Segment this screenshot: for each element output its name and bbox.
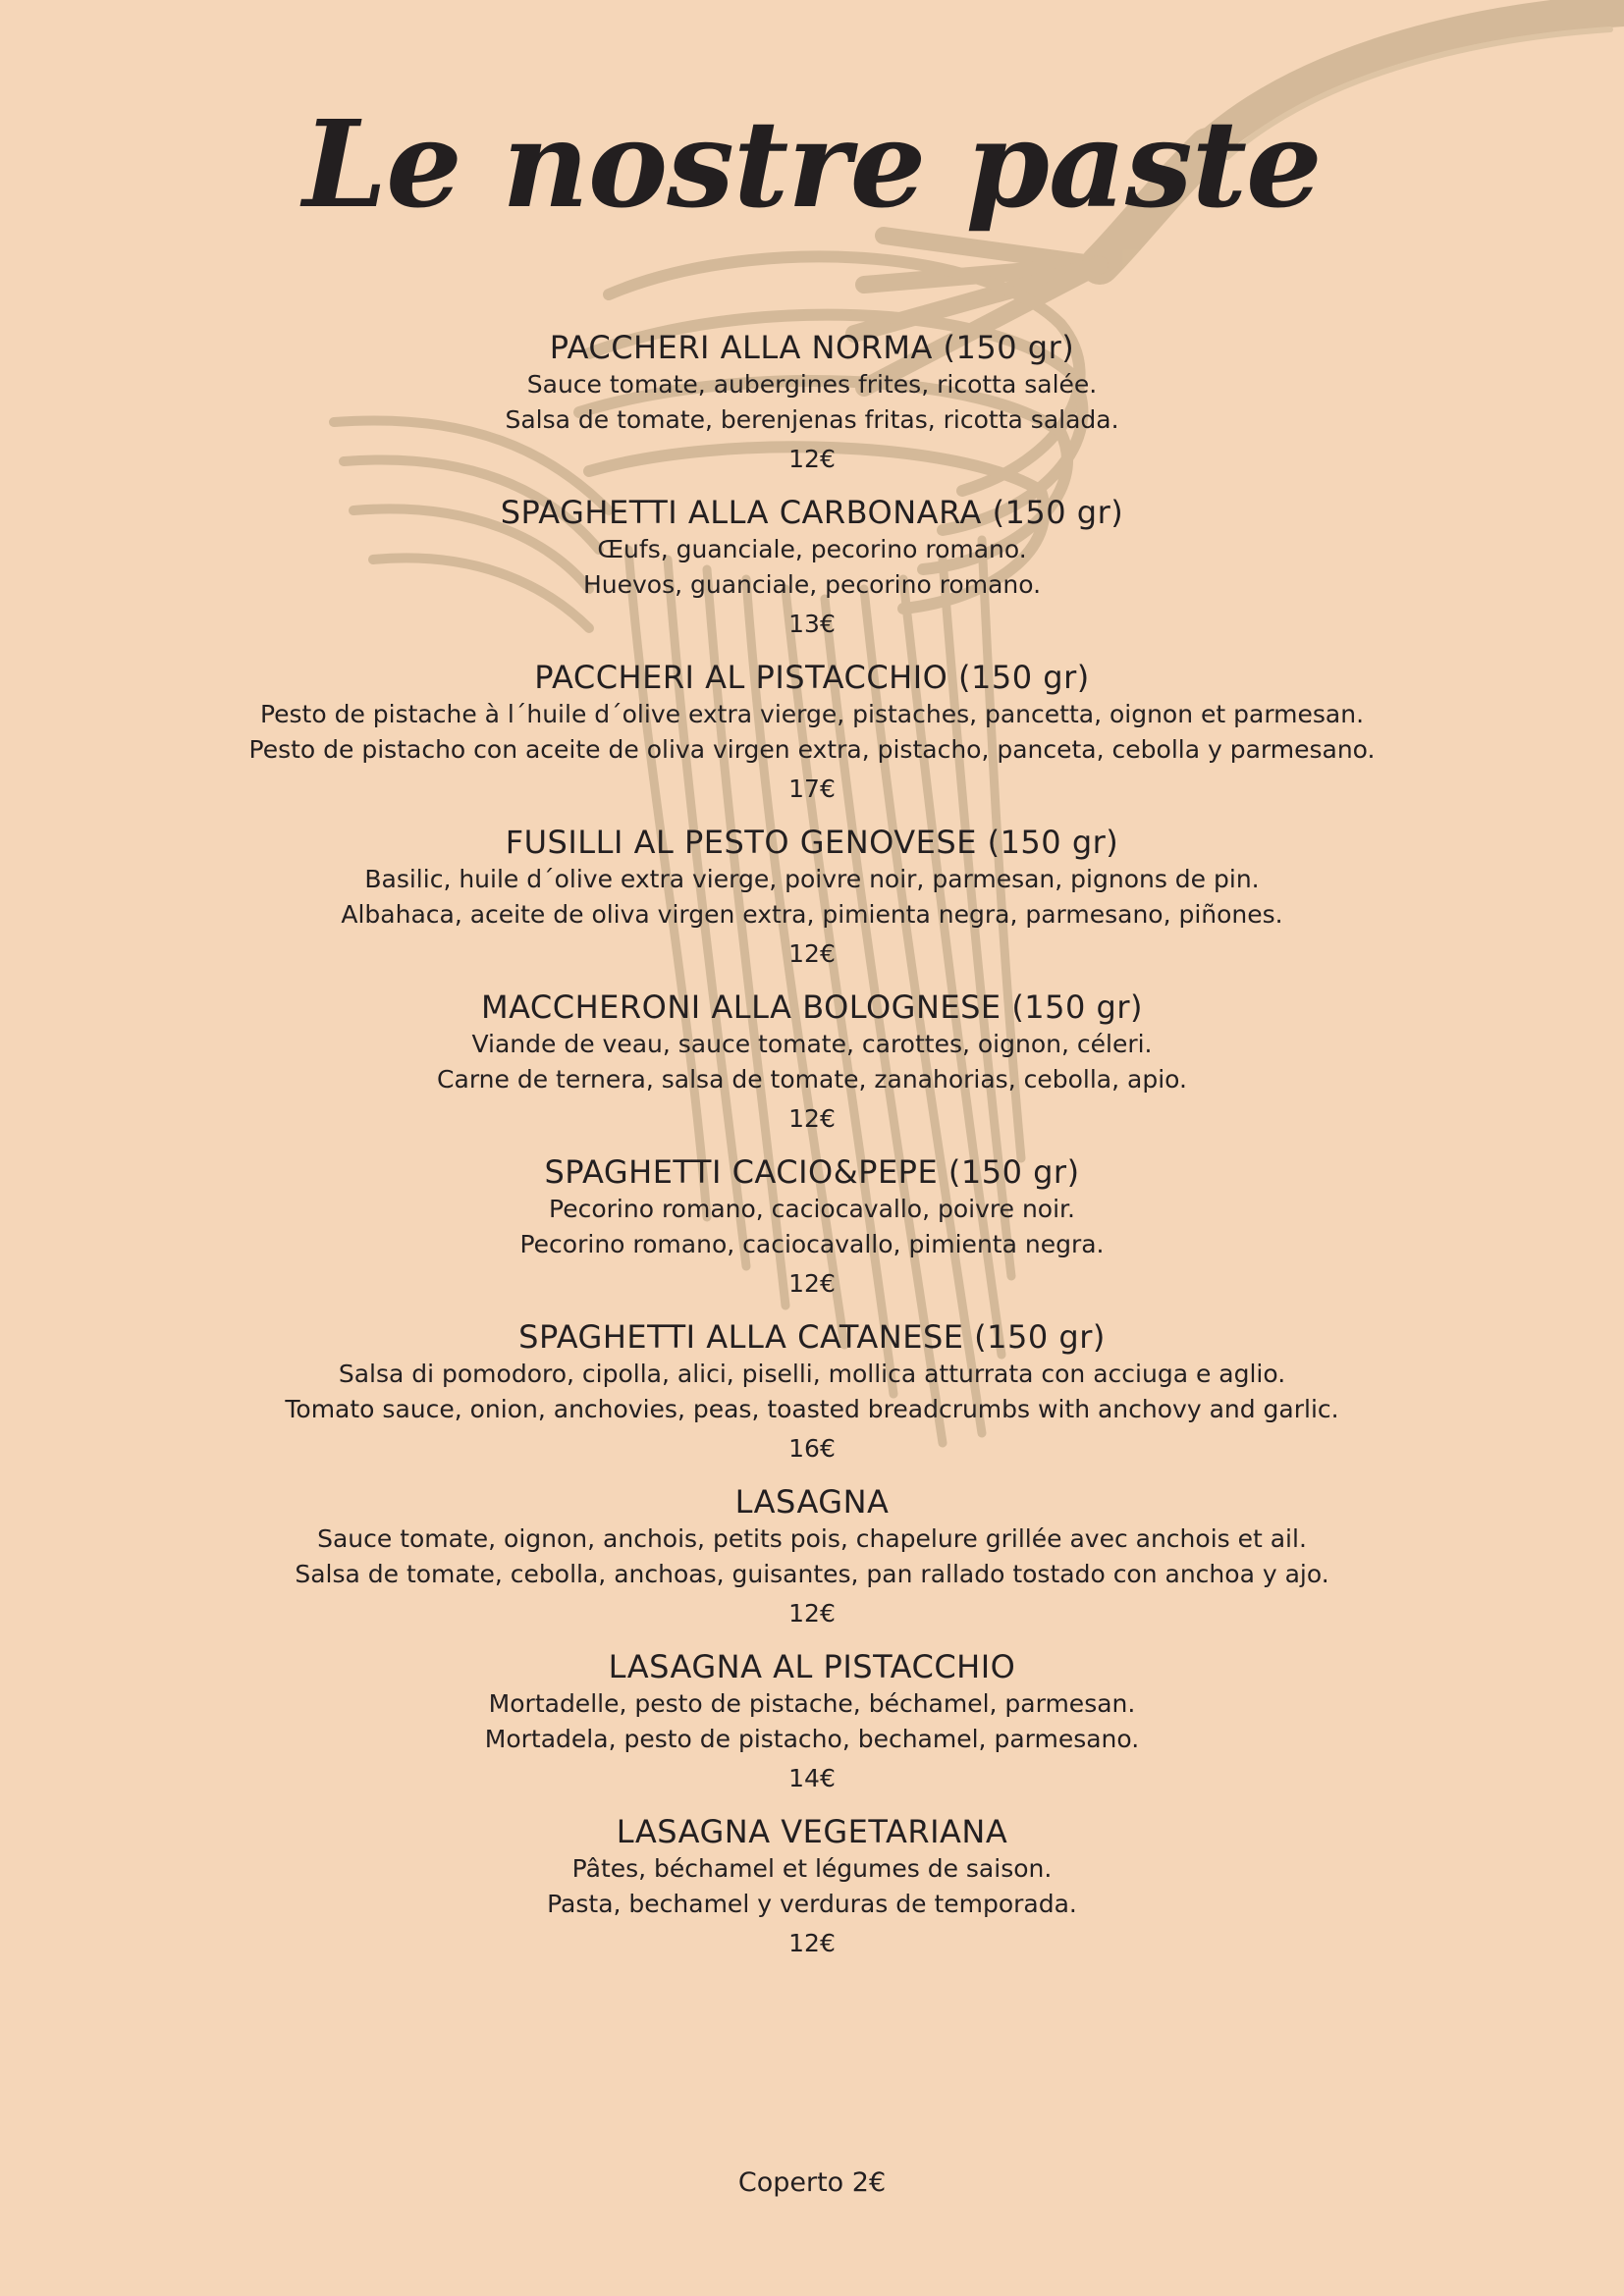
dish-name: PACCHERI ALLA NORMA (150 gr) [549, 329, 1075, 366]
menu-item [0, 658, 1624, 809]
dish-description-es: Albahaca, aceite de oliva virgen extra, pimienta negra, parmesano, piñones. [341, 900, 1283, 929]
dish-name: LASAGNA VEGETARIANA [616, 1813, 1008, 1850]
dish-price: 12€ [788, 1269, 836, 1298]
dish-description-fr: Œufs, guanciale, pecorino romano. [597, 535, 1027, 563]
dish-name: SPAGHETTI CACIO&PEPE (150 gr) [544, 1153, 1080, 1191]
dish-name: FUSILLI AL PESTO GENOVESE (150 gr) [505, 824, 1119, 861]
dish-description-es: Salsa de tomate, cebolla, anchoas, guisantes, pan rallado tostado con anchoa y ajo. [295, 1560, 1329, 1588]
dish-price: 16€ [788, 1434, 836, 1463]
page-title: Le nostre paste [302, 93, 1322, 235]
dish-price: 12€ [788, 1599, 836, 1628]
dish-name: SPAGHETTI ALLA CATANESE (150 gr) [518, 1318, 1106, 1356]
dish-description-fr: Pesto de pistache à l´huile d´olive extra vierge, pistaches, pancetta, oignon et parmesan. [259, 700, 1365, 728]
menu-item [0, 1812, 1624, 1963]
cover-charge: Coperto 2€ [737, 2167, 887, 2198]
dish-description-fr: Pecorino romano, caciocavallo, poivre noir. [549, 1195, 1075, 1223]
menu-item [0, 493, 1624, 644]
dish-description-fr: Mortadelle, pesto de pistache, béchamel, parmesan. [488, 1689, 1136, 1718]
dish-description-es: Tomato sauce, onion, anchovies, peas, toasted breadcrumbs with anchovy and garlic. [285, 1395, 1339, 1423]
dish-name: MACCHERONI ALLA BOLOGNESE (150 gr) [480, 988, 1143, 1026]
dish-description-fr: Salsa di pomodoro, cipolla, alici, piselli, mollica atturrata con acciuga e aglio. [338, 1360, 1286, 1388]
dish-description-es: Huevos, guanciale, pecorino romano. [582, 570, 1042, 599]
dish-name: PACCHERI AL PISTACCHIO (150 gr) [534, 659, 1090, 696]
dish-name: LASAGNA AL PISTACCHIO [608, 1648, 1016, 1685]
menu-item [0, 1647, 1624, 1798]
dish-price: 12€ [788, 1104, 836, 1133]
dish-description-fr: Sauce tomate, oignon, anchois, petits pois, chapelure grillée avec anchois et ail. [317, 1524, 1307, 1553]
menu-item [0, 1152, 1624, 1304]
dish-description-fr: Pâtes, béchamel et légumes de saison. [571, 1854, 1053, 1883]
dish-name: LASAGNA [734, 1483, 890, 1521]
menu-item [0, 823, 1624, 974]
menu-item [0, 1317, 1624, 1468]
dish-price: 12€ [788, 445, 836, 473]
dish-description-es: Carne de ternera, salsa de tomate, zanahorias, cebolla, apio. [437, 1065, 1187, 1094]
dish-description-es: Salsa de tomate, berenjenas fritas, ricotta salada. [505, 405, 1119, 434]
dish-price: 14€ [788, 1764, 836, 1792]
dish-description-es: Pasta, bechamel y verduras de temporada. [547, 1890, 1077, 1918]
dish-price: 12€ [788, 939, 836, 968]
dish-price: 17€ [788, 774, 836, 803]
dish-price: 13€ [788, 610, 836, 638]
dish-description-fr: Sauce tomate, aubergines frites, ricotta salée. [526, 370, 1098, 399]
pasta-menu-list [0, 328, 1624, 1977]
dish-description-fr: Viande de veau, sauce tomate, carottes, oignon, céleri. [471, 1030, 1153, 1058]
dish-description-fr: Basilic, huile d´olive extra vierge, poivre noir, parmesan, pignons de pin. [364, 865, 1260, 893]
menu-item [0, 1482, 1624, 1633]
dish-description-es: Pesto de pistacho con aceite de oliva virgen extra, pistacho, panceta, cebolla y parmesano. [248, 735, 1376, 764]
dish-description-es: Pecorino romano, caciocavallo, pimienta negra. [519, 1230, 1105, 1258]
menu-item [0, 988, 1624, 1139]
dish-price: 12€ [788, 1929, 836, 1957]
dish-description-es: Mortadela, pesto de pistacho, bechamel, parmesano. [484, 1725, 1140, 1753]
menu-item [0, 328, 1624, 479]
dish-name: SPAGHETTI ALLA CARBONARA (150 gr) [500, 494, 1124, 531]
